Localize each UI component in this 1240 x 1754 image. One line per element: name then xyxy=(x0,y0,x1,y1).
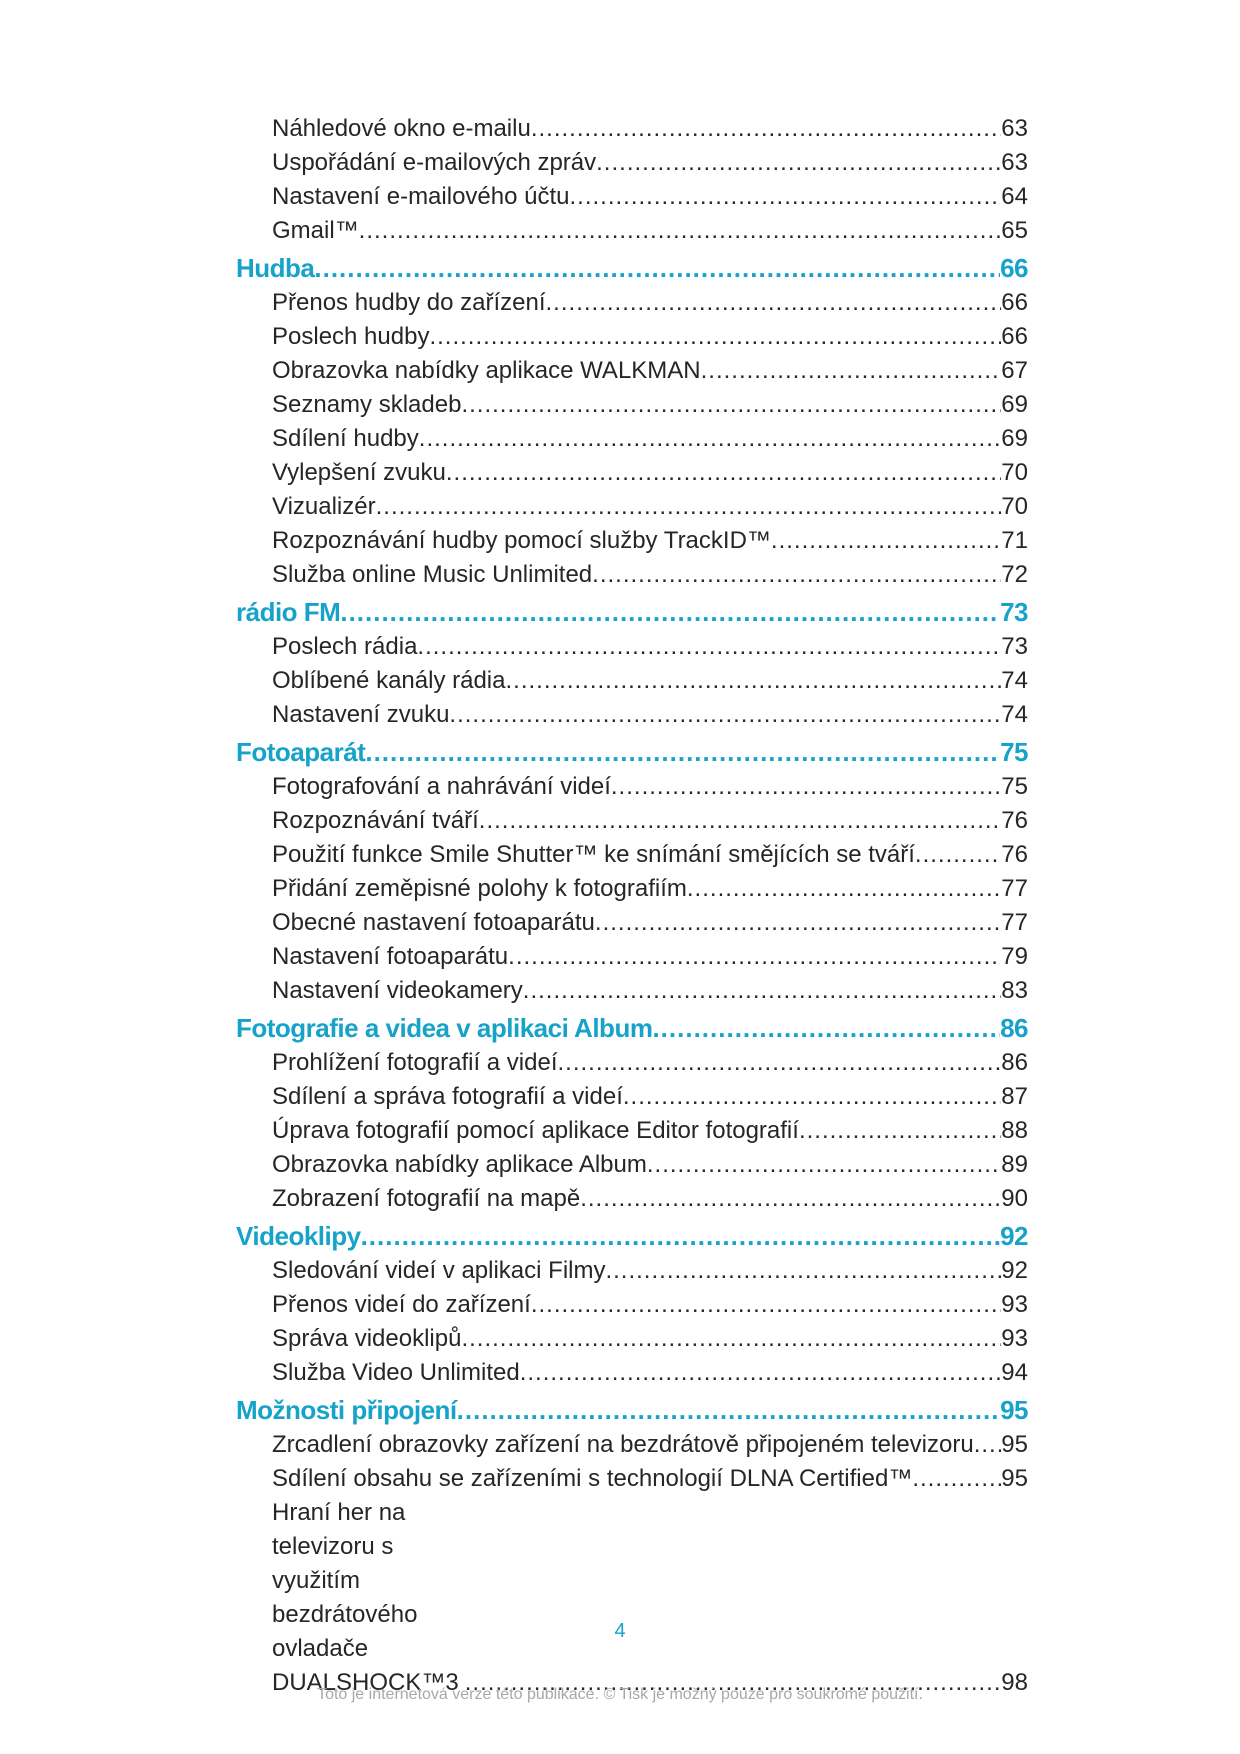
toc-leader-dots xyxy=(531,112,1001,146)
toc-entry-title: Sdílení a správa fotografií a videí xyxy=(272,1083,623,1110)
toc-entry[interactable] xyxy=(236,872,1028,906)
toc-leader-dots xyxy=(505,664,1001,698)
toc-entry-title: Nastavení fotoaparátu xyxy=(272,943,509,970)
toc-entry[interactable] xyxy=(236,1148,1028,1182)
toc-entry-title: Rozpoznávání hudby pomocí služby TrackID™ xyxy=(272,527,771,554)
toc-leader-dots xyxy=(611,770,1001,804)
toc-section-entry[interactable] xyxy=(236,734,1028,770)
toc-entry[interactable] xyxy=(236,804,1028,838)
toc-entry[interactable] xyxy=(236,1322,1028,1356)
toc-section-entry[interactable] xyxy=(236,1218,1028,1254)
toc-entry-page: 86 xyxy=(1001,1049,1028,1076)
toc-entry[interactable] xyxy=(236,1182,1028,1216)
toc-leader-dots xyxy=(461,388,1001,422)
toc-leader-dots xyxy=(429,320,1001,354)
toc-entry-page: 95 xyxy=(1001,1431,1028,1458)
toc-entry-page: 75 xyxy=(1001,773,1028,800)
toc-entry-title: Obecné nastavení fotoaparátu xyxy=(272,909,595,936)
toc-entry-page: 76 xyxy=(1001,807,1028,834)
toc-leader-dots xyxy=(701,354,1002,388)
toc-entry-title: Uspořádání e-mailových zpráv xyxy=(272,149,597,176)
toc-entry-page: 93 xyxy=(1001,1325,1028,1352)
toc-entry[interactable] xyxy=(236,906,1028,940)
toc-section-entry[interactable] xyxy=(236,250,1028,286)
toc-leader-dots xyxy=(461,1322,1001,1356)
toc-entry-page: 76 xyxy=(1001,841,1028,868)
toc-entry-page: 94 xyxy=(1001,1359,1028,1386)
toc-entry-title: Sdílení obsahu se zařízeními s technologií DLNA Certified™ xyxy=(272,1465,913,1492)
toc-leader-dots xyxy=(446,456,1001,490)
toc-leader-dots xyxy=(417,630,1001,664)
toc-entry[interactable] xyxy=(236,214,1028,248)
toc-entry-page: 95 xyxy=(1001,1465,1028,1492)
toc-entry[interactable] xyxy=(236,1462,1028,1496)
toc-leader-dots xyxy=(652,1010,1000,1046)
toc-section-entry[interactable] xyxy=(236,1010,1028,1046)
table-of-contents xyxy=(236,112,1028,1700)
toc-entry-title: Služba online Music Unlimited xyxy=(272,561,593,588)
toc-leader-dots xyxy=(623,1080,1001,1114)
toc-leader-dots xyxy=(974,1428,1002,1462)
toc-entry-title: Hraní her na televizoru s využitím bezdrátového ovladače DUALSHOCK™3 xyxy=(272,1499,459,1696)
toc-entry-page: 67 xyxy=(1001,357,1028,384)
toc-entry[interactable] xyxy=(236,664,1028,698)
page-number: 4 xyxy=(614,1620,626,1642)
toc-entry-title: Zobrazení fotografií na mapě xyxy=(272,1185,581,1212)
toc-entry[interactable] xyxy=(236,630,1028,664)
toc-leader-dots xyxy=(365,734,1000,770)
toc-entry-page: 86 xyxy=(1000,1013,1028,1043)
toc-leader-dots xyxy=(523,974,1002,1008)
toc-leader-dots xyxy=(771,524,1001,558)
toc-entry-page: 79 xyxy=(1001,943,1028,970)
toc-entry-title: Videoklipy xyxy=(236,1221,361,1251)
toc-leader-dots xyxy=(912,1462,1001,1496)
toc-entry[interactable] xyxy=(236,974,1028,1008)
toc-leader-dots xyxy=(592,558,1001,592)
toc-entry-page: 95 xyxy=(1000,1395,1028,1425)
toc-entry-page: 88 xyxy=(1001,1117,1028,1144)
toc-entry[interactable] xyxy=(236,112,1028,146)
toc-entry-title: Správa videoklipů xyxy=(272,1325,462,1352)
toc-entry[interactable] xyxy=(236,698,1028,732)
toc-entry-title: Přenos videí do zařízení xyxy=(272,1291,531,1318)
toc-entry-title: Gmail™ xyxy=(272,217,359,244)
toc-leader-dots xyxy=(457,1392,1000,1428)
toc-entry-page: 65 xyxy=(1001,217,1028,244)
toc-entry-title: Použití funkce Smile Shutter™ ke snímání smějících se tváří xyxy=(272,841,915,868)
toc-entry-title: Poslech hudby xyxy=(272,323,430,350)
toc-entry-title: Sdílení hudby xyxy=(272,425,419,452)
toc-entry-page: 73 xyxy=(1000,597,1028,627)
toc-entry-page: 66 xyxy=(1000,253,1028,283)
toc-entry-page: 63 xyxy=(1001,149,1028,176)
toc-entry[interactable] xyxy=(236,1254,1028,1288)
toc-entry[interactable] xyxy=(236,146,1028,180)
toc-entry-page: 90 xyxy=(1001,1185,1028,1212)
toc-leader-dots xyxy=(546,286,1002,320)
toc-entry[interactable] xyxy=(236,1356,1028,1390)
toc-leader-dots xyxy=(419,422,1002,456)
toc-entry-page: 74 xyxy=(1001,667,1028,694)
toc-entry-page: 66 xyxy=(1001,289,1028,316)
toc-leader-dots xyxy=(799,1114,1001,1148)
toc-entry-title: Úprava fotografií pomocí aplikace Editor fotografií xyxy=(272,1117,799,1144)
toc-entry[interactable] xyxy=(236,1046,1028,1080)
toc-entry[interactable] xyxy=(236,940,1028,974)
toc-entry-page: 71 xyxy=(1001,527,1028,554)
toc-leader-dots xyxy=(508,940,1001,974)
toc-leader-dots xyxy=(605,1254,1001,1288)
toc-entry[interactable] xyxy=(236,354,1028,388)
toc-leader-dots xyxy=(595,906,1001,940)
toc-leader-dots xyxy=(361,1218,1001,1254)
toc-entry-page: 93 xyxy=(1001,1291,1028,1318)
toc-entry-page: 77 xyxy=(1001,875,1028,902)
toc-entry-title: Obrazovka nabídky aplikace WALKMAN xyxy=(272,357,701,384)
toc-entry-page: 70 xyxy=(1001,493,1028,520)
toc-entry[interactable] xyxy=(236,422,1028,456)
toc-entry-page: 98 xyxy=(1001,1669,1028,1696)
toc-entry[interactable] xyxy=(236,558,1028,592)
toc-entry-page: 75 xyxy=(1000,737,1028,767)
toc-entry[interactable] xyxy=(236,180,1028,214)
toc-entry-page: 64 xyxy=(1001,183,1028,210)
toc-entry-title: Možnosti připojení xyxy=(236,1395,457,1425)
toc-entry-page: 70 xyxy=(1001,459,1028,486)
toc-entry-page: 92 xyxy=(1000,1221,1028,1251)
toc-entry[interactable] xyxy=(236,1288,1028,1322)
toc-entry-page: 69 xyxy=(1001,391,1028,418)
toc-entry-page: 89 xyxy=(1001,1151,1028,1178)
toc-entry-title: Hudba xyxy=(236,253,315,283)
footer-note: Toto je internetová verze této publikace. © Tisk je možný pouze pro soukromé použití. xyxy=(317,1686,923,1703)
toc-entry-title: Vylepšení zvuku xyxy=(272,459,446,486)
toc-entry-page: 83 xyxy=(1001,977,1028,1004)
toc-entry-title: Prohlížení fotografií a videí xyxy=(272,1049,558,1076)
toc-entry-title: Fotoaparát xyxy=(236,737,366,767)
toc-entry-title: Fotografování a nahrávání videí xyxy=(272,773,611,800)
toc-leader-dots xyxy=(687,872,1001,906)
toc-leader-dots xyxy=(314,250,1000,286)
toc-entry-page: 72 xyxy=(1001,561,1028,588)
toc-section-entry[interactable] xyxy=(236,1392,1028,1428)
toc-entry-title: Fotografie a videa v aplikaci Album xyxy=(236,1013,653,1043)
toc-entry[interactable] xyxy=(236,770,1028,804)
toc-entry-page: 92 xyxy=(1001,1257,1028,1284)
toc-entry[interactable] xyxy=(236,1428,1028,1462)
toc-entry-page: 66 xyxy=(1001,323,1028,350)
toc-entry[interactable] xyxy=(236,524,1028,558)
toc-leader-dots xyxy=(915,838,1001,872)
toc-entry-page: 77 xyxy=(1001,909,1028,936)
toc-leader-dots xyxy=(520,1356,1002,1390)
toc-entry-title: Poslech rádia xyxy=(272,633,418,660)
toc-section-entry[interactable] xyxy=(236,594,1028,630)
toc-entry-title: Oblíbené kanály rádia xyxy=(272,667,506,694)
toc-entry-title: rádio FM xyxy=(236,597,341,627)
toc-leader-dots xyxy=(340,594,1000,630)
toc-entry[interactable] xyxy=(236,1080,1028,1114)
toc-leader-dots xyxy=(449,698,1001,732)
toc-leader-dots xyxy=(359,214,1002,248)
toc-leader-dots xyxy=(479,804,1002,838)
toc-entry[interactable] xyxy=(236,490,1028,524)
toc-leader-dots xyxy=(558,1046,1002,1080)
toc-entry[interactable] xyxy=(236,320,1028,354)
toc-entry[interactable] xyxy=(236,286,1028,320)
toc-entry-title: Nastavení e-mailového účtu xyxy=(272,183,570,210)
toc-entry-page: 74 xyxy=(1001,701,1028,728)
toc-entry-title: Sledování videí v aplikaci Filmy xyxy=(272,1257,606,1284)
toc-entry-title: Přidání zeměpisné polohy k fotografiím xyxy=(272,875,687,902)
toc-entry-title: Nastavení zvuku xyxy=(272,701,450,728)
toc-entry-title: Seznamy skladeb xyxy=(272,391,462,418)
toc-entry-page: 63 xyxy=(1001,115,1028,142)
toc-leader-dots xyxy=(580,1182,1001,1216)
toc-leader-dots xyxy=(596,146,1001,180)
toc-entry[interactable] xyxy=(236,838,1028,872)
toc-entry-title: Nastavení videokamery xyxy=(272,977,523,1004)
toc-leader-dots xyxy=(376,490,1002,524)
toc-entry-title: Služba Video Unlimited xyxy=(272,1359,520,1386)
toc-entry-title: Zrcadlení obrazovky zařízení na bezdrátově připojeném televizoru xyxy=(272,1431,974,1458)
toc-entry-page: 69 xyxy=(1001,425,1028,452)
toc-entry-title: Přenos hudby do zařízení xyxy=(272,289,546,316)
toc-leader-dots xyxy=(531,1288,1001,1322)
toc-entry-title: Náhledové okno e-mailu xyxy=(272,115,531,142)
toc-entry-page: 73 xyxy=(1001,633,1028,660)
toc-entry[interactable] xyxy=(236,1496,1028,1700)
toc-entry-title: Obrazovka nabídky aplikace Album xyxy=(272,1151,647,1178)
toc-leader-dots xyxy=(647,1148,1001,1182)
toc-entry[interactable] xyxy=(236,1114,1028,1148)
toc-entry[interactable] xyxy=(236,456,1028,490)
toc-entry-title: Vizualizér xyxy=(272,493,376,520)
toc-entry[interactable] xyxy=(236,388,1028,422)
toc-entry-title: Rozpoznávání tváří xyxy=(272,807,479,834)
toc-entry-page: 87 xyxy=(1001,1083,1028,1110)
toc-leader-dots xyxy=(570,180,1002,214)
